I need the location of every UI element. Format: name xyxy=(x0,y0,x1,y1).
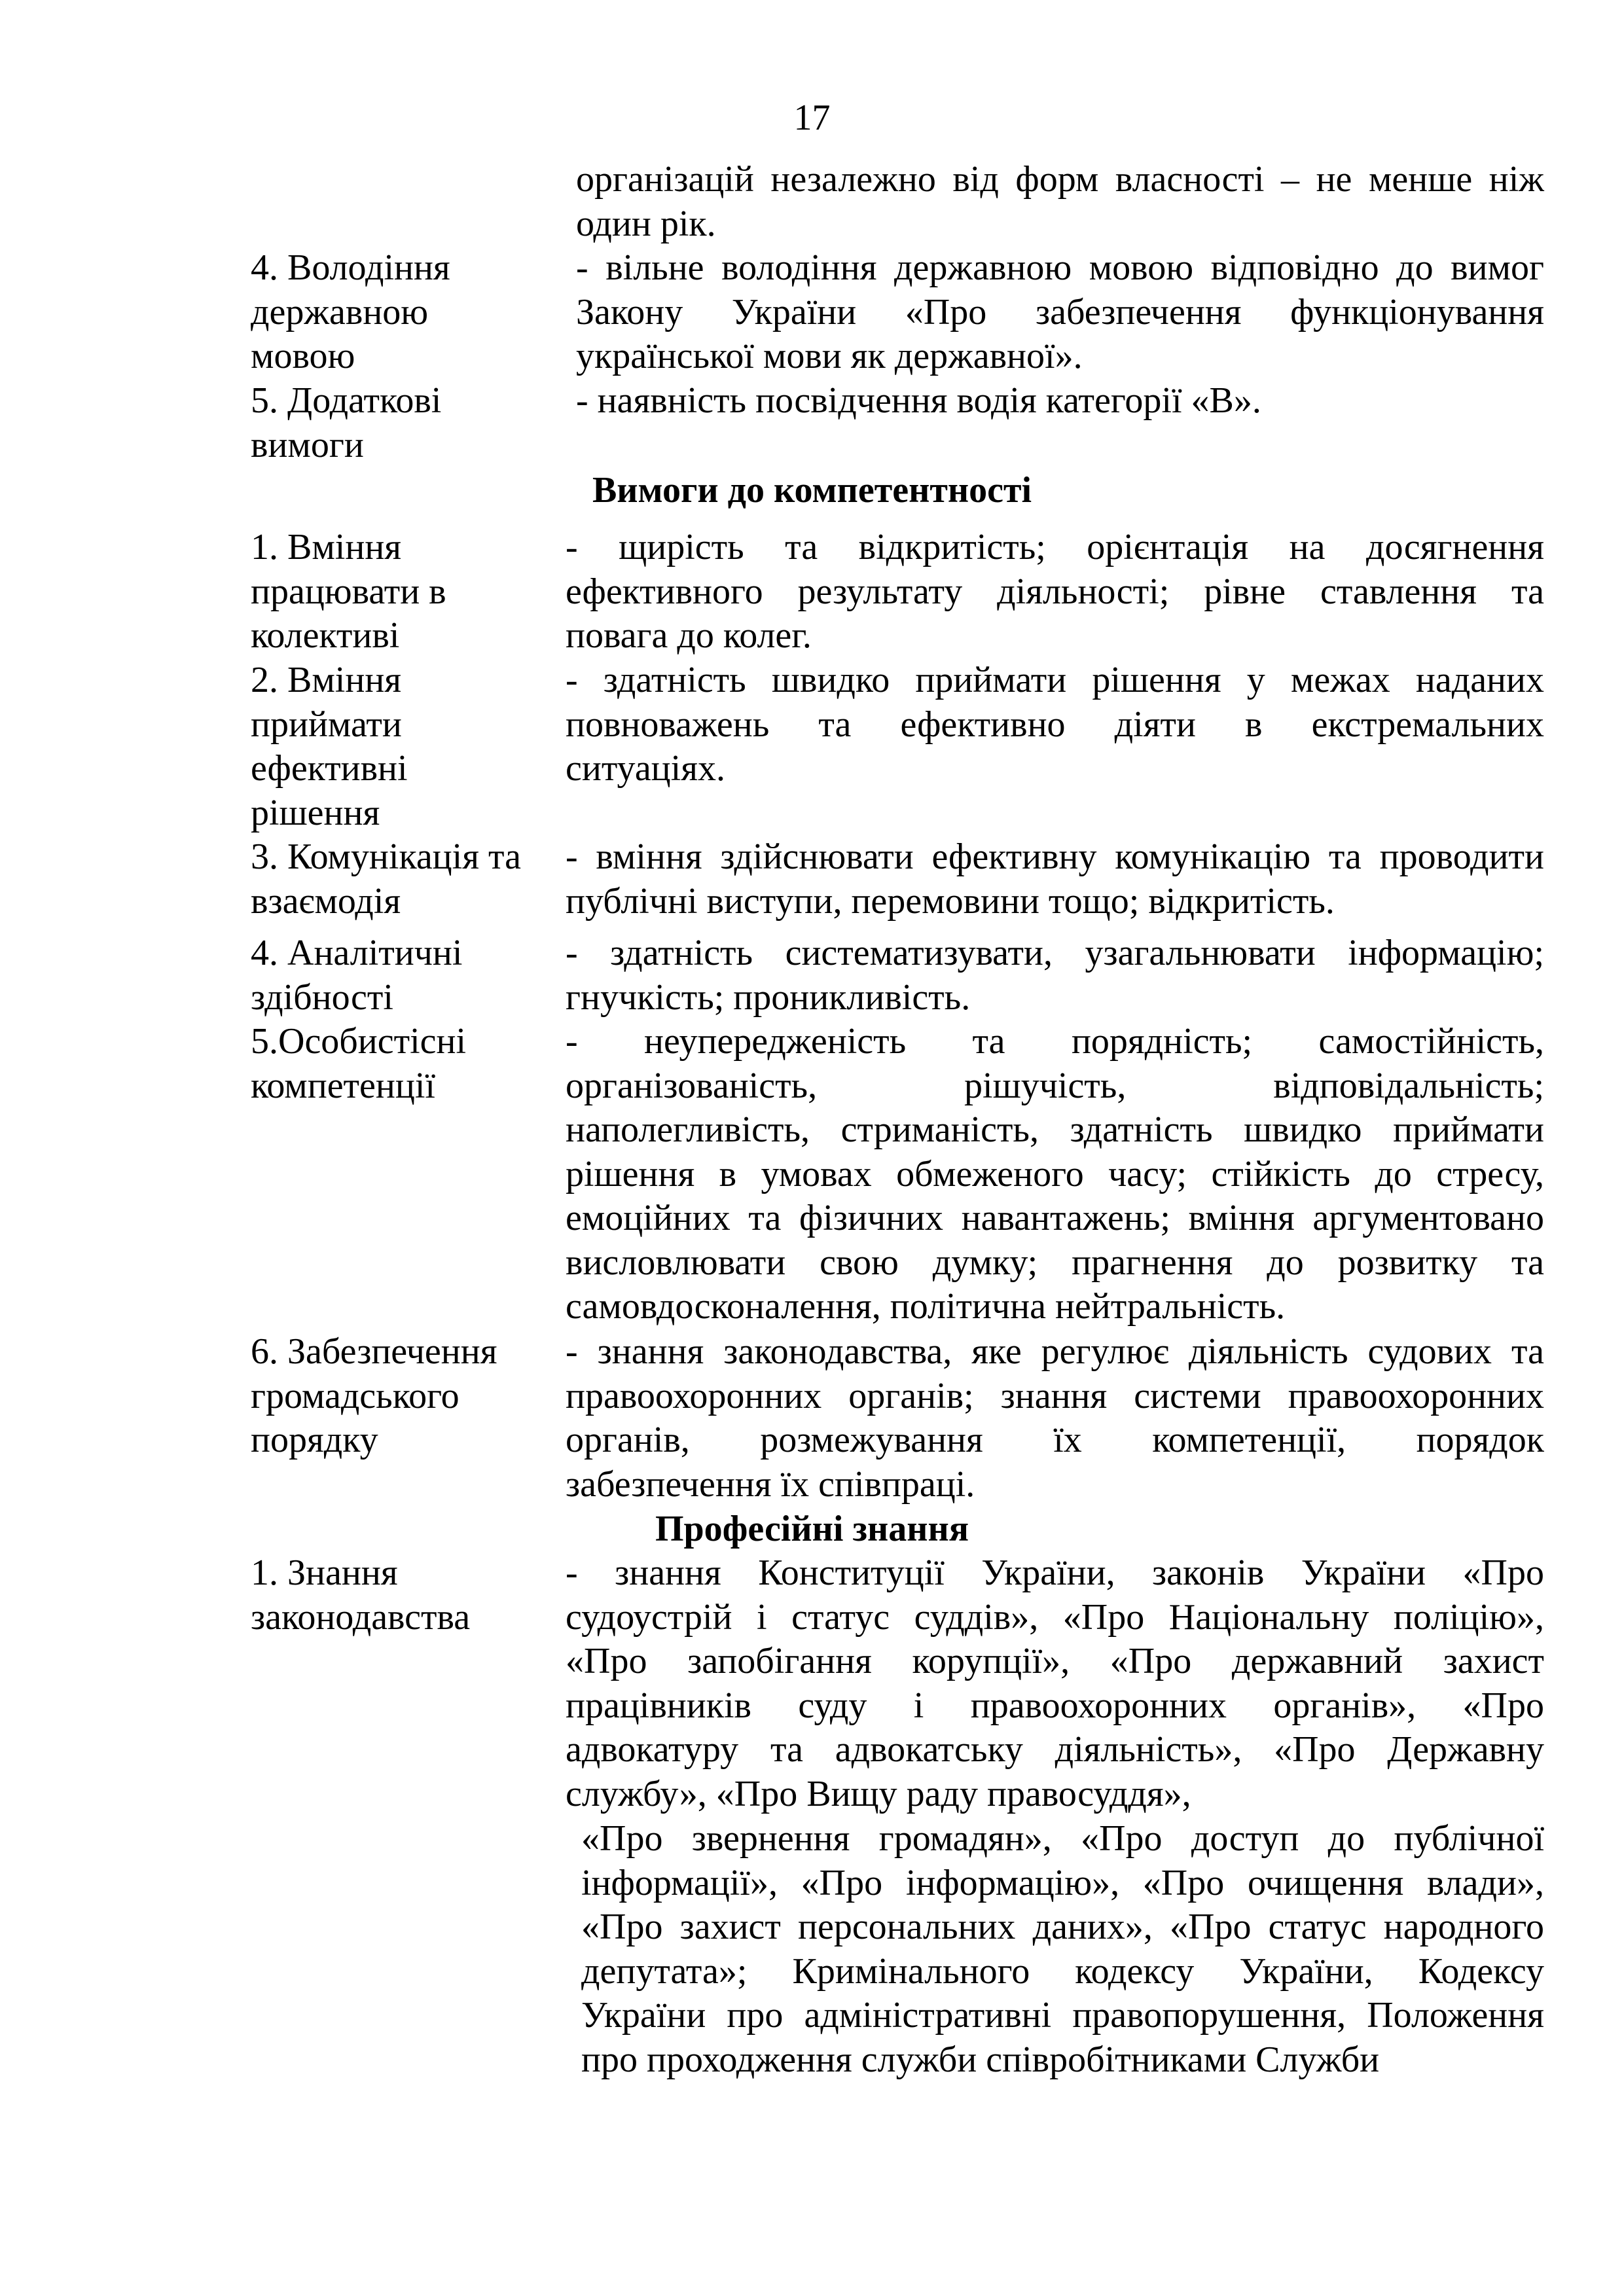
section-heading-competence: Вимоги до компетентності xyxy=(592,470,1032,511)
label-line: 5. Додаткові xyxy=(251,380,442,421)
row-label xyxy=(251,835,552,924)
text-line: «Про захист персональних даних», «Про статус народного xyxy=(581,1907,1544,1947)
label-line: колективі xyxy=(251,615,400,656)
row-description xyxy=(566,1330,1544,1507)
label-line: ефективні xyxy=(251,748,408,789)
text-line: депутата»; Кримінального кодексу України, Кодексу xyxy=(581,1950,1544,1992)
section-heading-knowledge: Професійні знання xyxy=(655,1509,969,1549)
text-line: адвокатуру та адвокатську діяльність», «Про Державну xyxy=(566,1729,1544,1770)
label-line: компетенції xyxy=(251,1065,435,1106)
text-line: один рік. xyxy=(576,203,716,244)
label-line: рішення xyxy=(251,792,380,833)
row-label xyxy=(251,526,552,658)
row-label xyxy=(251,1020,552,1108)
label-line: 4. Володіння xyxy=(251,247,450,288)
row-description xyxy=(566,931,1544,1020)
label-line: 2. Вміння xyxy=(251,660,402,700)
text-line: - здатність швидко приймати рішення у межах наданих xyxy=(566,660,1544,700)
label-line: 4. Аналітичні xyxy=(251,933,463,973)
text-line: - здатність систематизувати, узагальнювати інформацію; xyxy=(566,933,1544,973)
text-line: гнучкість; проникливість. xyxy=(566,977,971,1018)
label-line: громадського xyxy=(251,1375,460,1416)
row-label xyxy=(251,658,552,835)
text-line: публічні виступи, перемовини тощо; відкритість. xyxy=(566,880,1335,922)
label-line: законодавства xyxy=(251,1596,471,1638)
row-description xyxy=(576,158,1544,246)
row-description xyxy=(576,379,1544,423)
label-line: 5.Особистісні xyxy=(251,1021,467,1062)
label-line: 1. Вміння xyxy=(251,527,402,567)
text-line: самовдосконалення, політична нейтральність. xyxy=(566,1286,1286,1327)
text-line: правоохоронних органів; знання системи правоохоронних xyxy=(566,1375,1544,1416)
row-label xyxy=(251,1551,552,1640)
row-description xyxy=(576,246,1544,379)
text-line: судоустрій і статус суддів», «Про Національну поліцію», xyxy=(566,1596,1544,1638)
label-line: 3. Комунікація та xyxy=(251,836,521,877)
row-label xyxy=(251,379,552,467)
text-line: емоційних та фізичних навантажень; вміння аргументовано xyxy=(566,1198,1544,1238)
label-line: приймати xyxy=(251,704,402,745)
text-line: української мови як державної». xyxy=(576,336,1083,376)
label-line: 1. Знання xyxy=(251,1552,398,1593)
text-line: службу», «Про Вищу раду правосуддя», xyxy=(566,1773,1191,1814)
text-line: ситуаціях. xyxy=(566,748,725,789)
label-line: здібності xyxy=(251,977,393,1018)
text-line: - знання законодавства, яке регулює діяльність судових та xyxy=(566,1331,1544,1372)
row-description xyxy=(566,1020,1544,1329)
label-line: державною xyxy=(251,291,429,332)
label-line: порядку xyxy=(251,1420,378,1460)
text-line: - наявність посвідчення водія категорії «В». xyxy=(576,380,1261,421)
text-line: «Про звернення громадян», «Про доступ до публічної xyxy=(581,1818,1544,1859)
label-line: вимоги xyxy=(251,424,364,465)
page-number: 17 xyxy=(793,98,831,138)
text-line: повноважень та ефективно діяти в екстремальних xyxy=(566,704,1544,745)
text-line: - знання Конституції України, законів України «Про xyxy=(566,1552,1544,1593)
row-description xyxy=(566,658,1544,791)
text-line: організованість, рішучість, відповідальність; xyxy=(566,1065,1544,1106)
text-line: - неупередженість та порядність; самостійність, xyxy=(566,1021,1544,1062)
text-line: організацій незалежно від форм власності – не менше ніж xyxy=(576,159,1544,200)
text-line: - щирість та відкритість; орієнтація на досягнення xyxy=(566,527,1544,567)
label-line: мовою xyxy=(251,336,355,376)
row-description xyxy=(581,1817,1544,2082)
text-line: - вміння здійснювати ефективну комунікацію та проводити xyxy=(566,836,1544,877)
text-line: наполегливість, стриманість, здатність швидко приймати xyxy=(566,1109,1544,1150)
text-line: України про адміністративні правопорушення, Положення xyxy=(581,1995,1544,2036)
text-line: про проходження служби співробітниками Служби xyxy=(581,2039,1380,2080)
text-line: повага до колег. xyxy=(566,615,812,656)
row-label xyxy=(251,931,552,1020)
text-line: інформації», «Про інформацію», «Про очищення влади», xyxy=(581,1862,1544,1903)
text-line: рішення в умовах обмеженого часу; стійкість до стресу, xyxy=(566,1153,1544,1194)
row-description xyxy=(566,835,1544,924)
text-line: - вільне володіння державною мовою відповідно до вимог xyxy=(576,247,1544,288)
text-line: «Про запобігання корупції», «Про державний захист xyxy=(566,1641,1544,1681)
text-line: ефективного результату діяльності; рівне ставлення та xyxy=(566,571,1544,612)
text-line: органів, розмежування їх компетенції, порядок xyxy=(566,1420,1544,1460)
label-line: 6. Забезпечення xyxy=(251,1331,497,1372)
row-description xyxy=(566,1551,1544,1816)
text-line: Закону України «Про забезпечення функціонування xyxy=(576,291,1544,332)
label-line: працювати в xyxy=(251,571,446,612)
row-label xyxy=(251,1330,552,1463)
label-line: взаємодія xyxy=(251,880,401,922)
text-line: забезпечення їх співпраці. xyxy=(566,1463,975,1505)
text-line: висловлювати свою думку; прагнення до розвитку та xyxy=(566,1242,1544,1283)
text-line: працівників суду і правоохоронних органів», «Про xyxy=(566,1685,1544,1726)
row-label xyxy=(251,246,552,379)
row-description xyxy=(566,526,1544,658)
